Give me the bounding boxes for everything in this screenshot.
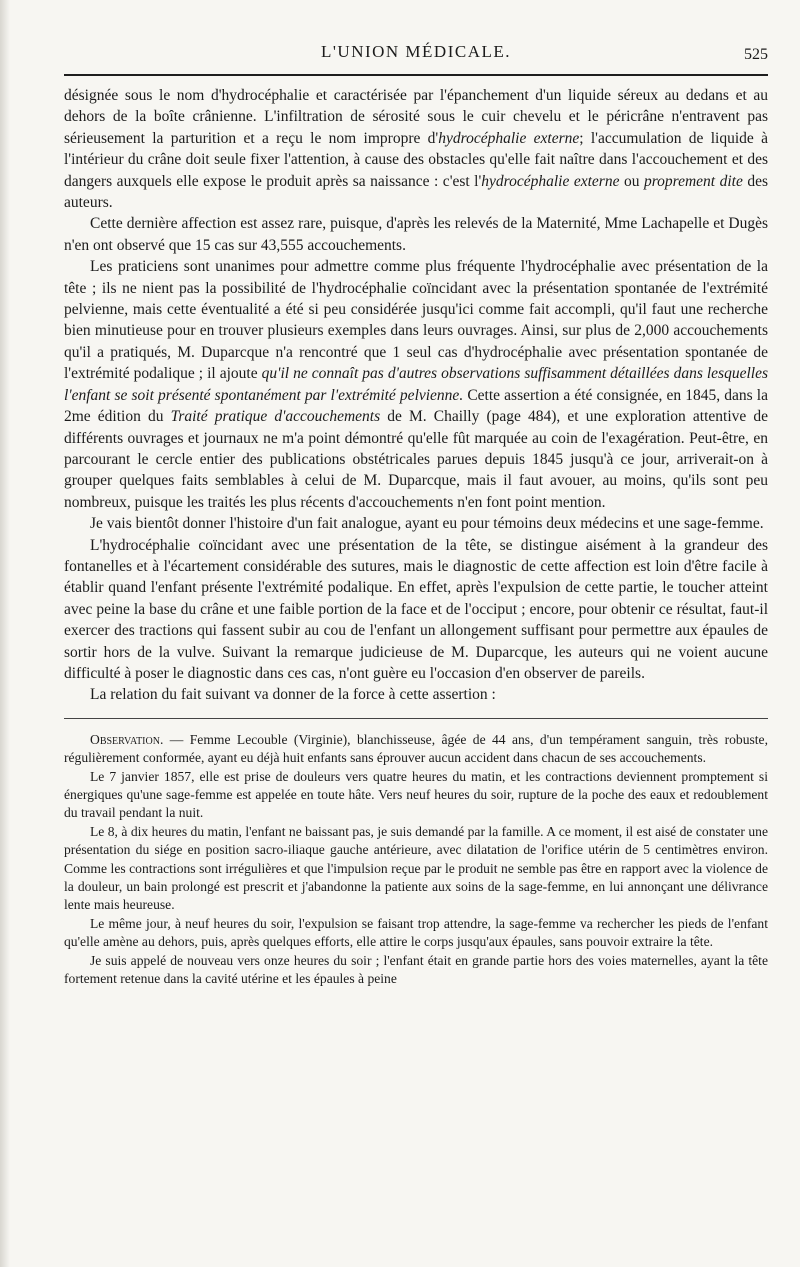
text-run: — Femme Lecouble (Virginie), blanchisseuse, âgée de 44 ans, d'un tempérament sanguin, très robuste, régulièrement conformée, ayant eu déjà huit enfants sans éprouver aucun accident dans chacun de ses accouchements. bbox=[64, 731, 768, 766]
paragraph-1 bbox=[64, 85, 768, 213]
text-run: Les praticiens sont unanimes pour admettre comme plus fréquente l'hydrocéphalie avec présentation de la tête ; ils ne nient pas la possibilité de l'hydrocéphalie coïncidant avec la présentation spontanée de l'extrémité pelvienne, mais cette éventualité a été si peu considérée jusqu'ici comme fait accompli, qu'il faut une recherche bien minutieuse pour en trouver plusieurs exemples dans leurs ouvrages. Ainsi, sur plus de 2,000 accouchements qu'il a pratiqués, M. Duparcque n'a rencontré que 1 seul cas d'hydrocéphalie avec présentation spontanée de l'extrémité podalique ; il ajoute bbox=[64, 258, 768, 383]
header-rule bbox=[64, 74, 768, 76]
main-text bbox=[64, 85, 768, 706]
page-gutter-shadow bbox=[0, 0, 10, 1267]
paragraph-6: La relation du fait suivant va donner de la force à cette assertion : bbox=[90, 686, 496, 704]
paragraph-4: Je vais bientôt donner l'histoire d'un fait analogue, ayant eu pour témoins deux médecins et une sage-femme. bbox=[90, 515, 764, 533]
observation-paragraph-1 bbox=[64, 731, 768, 768]
observation-label: Observation. bbox=[90, 731, 164, 747]
text-run: ou bbox=[619, 172, 644, 190]
observation-paragraph-5: Je suis appelé de nouveau vers onze heures du soir ; l'enfant était en grande partie hors des voies maternelles, ayant la tête fortement retenue dans la cavité utérine et les épaules à peine bbox=[64, 952, 768, 987]
page-number: 525 bbox=[744, 46, 768, 63]
paragraph-3 bbox=[64, 256, 768, 513]
italic-term: hydrocéphalie externe bbox=[481, 172, 620, 190]
section-rule bbox=[64, 718, 768, 719]
paragraph-5: L'hydrocéphalie coïncidant avec une présentation de la tête, se distingue aisément à la grandeur des fontanelles et à l'écartement considérable des sutures, mais le diagnostic de cette affection est loin d'être facile à établir quand l'enfant présente l'extrémité podalique. En effet, après l'expulsion de cette partie, le toucher atteint avec peine la base du crâne et une faible portion de la face et de l'occiput ; encore, pour obtenir ce résultat, faut-il exercer des tractions qui fassent subir au cou de l'enfant un allongement suffisant pour permettre aux épaules de sortir hors de la vulve. Suivant la remarque judicieuse de M. Duparcque, les auteurs qui ne voient aucune difficulté à poser le diagnostic dans ces cas, n'ont guère eu l'occasion d'en observer de pareils. bbox=[64, 536, 768, 682]
observation-section bbox=[64, 731, 768, 989]
text-run: Cette assertion a été consignée, en 1845, dans la 2me édition du bbox=[64, 386, 768, 426]
observation-paragraph-4: Le même jour, à neuf heures du soir, l'expulsion se faisant trop attendre, la sage-femme va rechercher les pieds de l'enfant qu'elle amène au dehors, puis, après quelques efforts, elle attire le corps jusqu'aux épaules, sans pouvoir extraire la tête. bbox=[64, 915, 768, 950]
italic-term: proprement dite bbox=[643, 172, 743, 190]
observation-paragraph-3: Le 8, à dix heures du matin, l'enfant ne baissant pas, je suis demandé par la famille. A ce moment, il est aisé de constater une présentation du siége en position sacro-iliaque gauche antérieure, avec dilatation de l'orifice utérin de 5 centimètres environ. Comme les contractions sont irrégulières et que l'impulsion reçue par le produit ne semble pas être en rapport avec la violence de la douleur, un bain prolongé est prescrit et j'abandonne la patiente aux soins de la sage-femme, en lui annonçant une délivrance lente mais heureuse. bbox=[64, 823, 768, 913]
text-run: désignée sous le nom d'hydrocéphalie et caractérisée par l'épanchement d'un liquide séreux au dedans et au dehors de la boîte crânienne. L'infiltration de sérosité sous le cuir chevelu et le péricrâne n'entravent pas sérieusement la parturition et a reçu le nom impropre d' bbox=[64, 87, 768, 147]
running-title: L'UNION MÉDICALE. bbox=[320, 42, 512, 61]
italic-book-title: Traité pratique d'accouchements bbox=[170, 408, 381, 426]
text-run: ; l'accumulation de liquide à l'intérieur du crâne doit seule fixer l'attention, à cause des obstacles qu'elle fait naître dans l'accouchement et des dangers auxquels elle expose le produit après sa naissance : c'est l' bbox=[64, 129, 768, 190]
text-run: de M. Chailly (page 484), et une exploration attentive de différents ouvrages et journaux ne m'a point démontré qu'elle fût marquée au coin de l'exagération. Peut-être, en parcourant le cercle entier des publications obstétricales parues depuis 1845 jusqu'à ce jour, arriverait-on à grouper quelques faits semblables à celui de M. Duparcque, mais il faut avouer, au moins, qu'ils sont peu nombreux, puisque les traités les plus récents d'accouchements n'en font point mention. bbox=[64, 408, 768, 511]
observation-paragraph-2: Le 7 janvier 1857, elle est prise de douleurs vers quatre heures du matin, et les contractions deviennent promptement si énergiques qu'une sage-femme est appelée en toute hâte. Vers neuf heures du soir, rupture de la poche des eaux et redoublement du travail pendant la nuit. bbox=[64, 768, 768, 821]
text-run: des auteurs. bbox=[64, 172, 768, 212]
page-header bbox=[64, 42, 768, 66]
italic-term: hydrocéphalie externe bbox=[438, 129, 580, 147]
paragraph-2: Cette dernière affection est assez rare, puisque, d'après les relevés de la Maternité, Mme Lachapelle et Dugès n'en ont observé que 15 cas sur 43,555 accouchements. bbox=[64, 215, 768, 254]
italic-quote: qu'il ne connaît pas d'autres observations suffisamment détaillées dans lesquelles l'enfant se soit présenté spontanément par l'extrémité pelvienne. bbox=[64, 365, 768, 404]
